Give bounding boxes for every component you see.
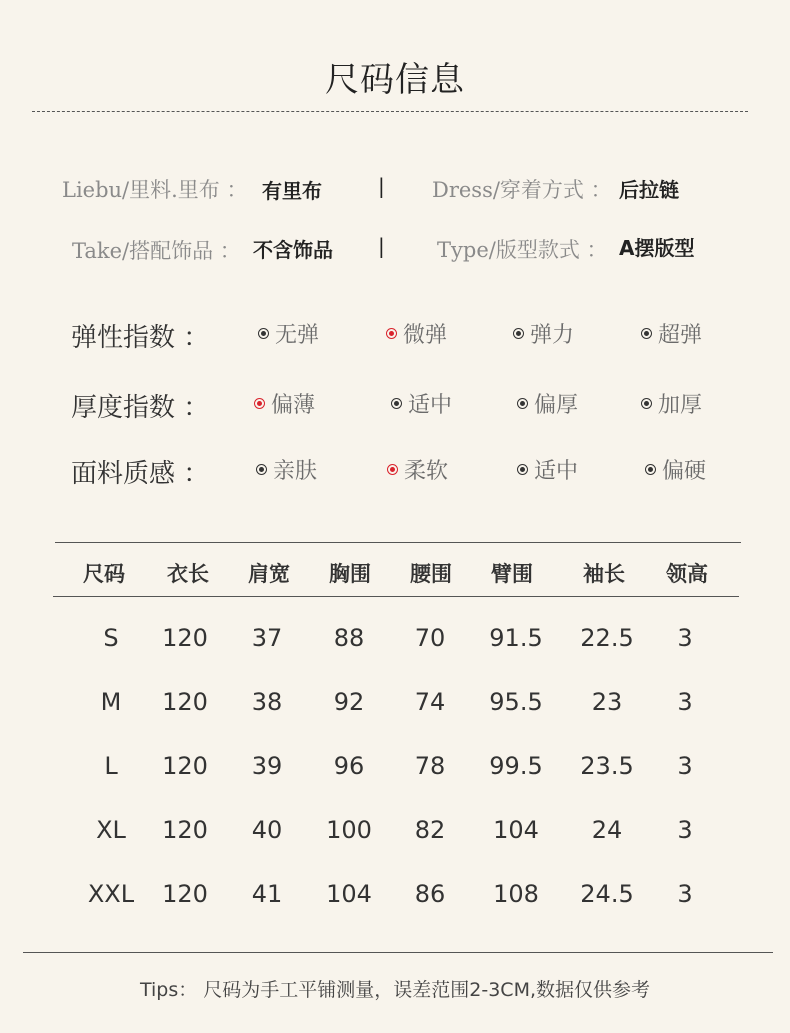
table-cell: 91.5 — [489, 624, 543, 652]
size-cell: XL — [96, 816, 126, 844]
thickness-label: 厚度指数 ： — [71, 393, 210, 423]
texture-option[interactable] — [645, 454, 706, 485]
column-header: 尺码 — [83, 561, 125, 586]
radio-icon — [256, 464, 267, 475]
size-cell: L — [104, 752, 118, 780]
table-cell: 95.5 — [489, 688, 543, 716]
table-cell: 104 — [326, 880, 372, 908]
info-separator: | — [378, 234, 385, 258]
table-row — [0, 688, 790, 720]
elasticity-option-label: 微弹 — [403, 323, 448, 348]
table-row — [0, 816, 790, 848]
column-header: 肩宽 — [248, 561, 290, 586]
thickness-option[interactable] — [517, 388, 578, 419]
tips-note: Tips： 尺码为手工平铺测量，误差范围2-3CM,数据仅供参考 — [139, 979, 651, 1001]
elasticity-label: 弹性指数 ： — [71, 323, 210, 353]
texture-option[interactable] — [517, 454, 578, 485]
table-cell: 37 — [251, 624, 283, 652]
table-cell: 82 — [414, 816, 446, 844]
table-top-rule — [55, 542, 741, 543]
type-value: A摆版型 — [619, 236, 695, 260]
take-value: 不含饰品 — [253, 238, 333, 262]
dress-value: 后拉链 — [619, 178, 679, 202]
radio-selected-icon — [254, 398, 265, 409]
thickness-options — [0, 388, 790, 422]
table-cell: 86 — [414, 880, 446, 908]
radio-icon — [258, 328, 269, 339]
dashed-divider — [32, 111, 748, 112]
table-cell: 108 — [493, 880, 539, 908]
table-cell: 24.5 — [580, 880, 634, 908]
table-cell: 38 — [251, 688, 283, 716]
table-row — [0, 752, 790, 784]
table-cell: 24 — [591, 816, 623, 844]
column-header: 袖长 — [583, 561, 625, 586]
elasticity-option[interactable] — [258, 318, 319, 349]
table-cell: 3 — [677, 688, 693, 716]
dress-label: Dress/穿着方式 ： — [432, 178, 612, 202]
size-cell: XXL — [87, 880, 135, 908]
table-body — [0, 600, 790, 930]
elasticity-options — [0, 318, 790, 352]
table-cell: 3 — [677, 624, 693, 652]
radio-icon — [517, 464, 528, 475]
thickness-option-label: 加厚 — [658, 393, 703, 418]
table-header — [0, 558, 790, 592]
thickness-option[interactable] — [391, 388, 452, 419]
table-cell: 3 — [677, 752, 693, 780]
liebu-label: Liebu/里料.里布 ： — [62, 178, 248, 202]
radio-icon — [645, 464, 656, 475]
table-cell: 74 — [414, 688, 446, 716]
table-cell: 120 — [162, 880, 208, 908]
radio-icon — [517, 398, 528, 409]
radio-icon — [641, 328, 652, 339]
texture-option-label: 偏硬 — [662, 459, 707, 484]
elasticity-option-label: 无弹 — [275, 323, 320, 348]
table-cell: 70 — [414, 624, 446, 652]
radio-selected-icon — [386, 328, 397, 339]
elasticity-option[interactable] — [513, 318, 574, 349]
texture-option-label: 亲肤 — [273, 459, 318, 484]
thickness-option[interactable] — [641, 388, 702, 419]
table-cell: 22.5 — [580, 624, 634, 652]
footer-rule — [23, 952, 773, 953]
table-cell: 40 — [251, 816, 283, 844]
column-header: 胸围 — [329, 561, 371, 586]
take-label: Take/搭配饰品 ： — [72, 239, 241, 263]
table-header-rule — [53, 596, 739, 597]
table-cell: 88 — [333, 624, 365, 652]
size-cell: S — [103, 624, 119, 652]
column-header: 腰围 — [410, 561, 452, 586]
table-cell: 99.5 — [489, 752, 543, 780]
table-cell: 23.5 — [580, 752, 634, 780]
table-cell: 120 — [162, 752, 208, 780]
texture-options — [0, 454, 790, 488]
thickness-option-label: 偏薄 — [271, 393, 316, 418]
table-cell: 120 — [162, 688, 208, 716]
column-header: 臂围 — [491, 561, 533, 586]
thickness-option-label: 适中 — [408, 393, 453, 418]
texture-label: 面料质感 ： — [71, 459, 210, 489]
radio-selected-icon — [387, 464, 398, 475]
table-cell: 39 — [251, 752, 283, 780]
table-cell: 100 — [326, 816, 372, 844]
page-title: 尺码信息 — [325, 60, 465, 100]
table-cell: 41 — [251, 880, 283, 908]
column-header: 衣长 — [167, 561, 209, 586]
texture-option-label: 适中 — [534, 459, 579, 484]
table-cell: 3 — [677, 880, 693, 908]
table-cell: 120 — [162, 816, 208, 844]
elasticity-option-label: 弹力 — [530, 323, 575, 348]
radio-icon — [513, 328, 524, 339]
elasticity-option-label: 超弹 — [658, 323, 703, 348]
table-cell: 23 — [591, 688, 623, 716]
texture-option-label: 柔软 — [404, 459, 449, 484]
liebu-value: 有里布 — [262, 179, 322, 203]
table-cell: 120 — [162, 624, 208, 652]
radio-icon — [641, 398, 652, 409]
elasticity-option[interactable] — [386, 318, 447, 349]
size-cell: M — [100, 688, 122, 716]
thickness-option[interactable] — [254, 388, 315, 419]
table-row — [0, 880, 790, 912]
type-label: Type/版型款式 ： — [437, 238, 608, 262]
radio-icon — [391, 398, 402, 409]
thickness-option-label: 偏厚 — [534, 393, 579, 418]
elasticity-option[interactable] — [641, 318, 702, 349]
table-cell: 92 — [333, 688, 365, 716]
table-cell: 96 — [333, 752, 365, 780]
column-header: 领高 — [666, 561, 708, 586]
texture-option[interactable] — [387, 454, 448, 485]
table-cell: 3 — [677, 816, 693, 844]
table-cell: 78 — [414, 752, 446, 780]
texture-option[interactable] — [256, 454, 317, 485]
table-cell: 104 — [493, 816, 539, 844]
info-separator: | — [378, 174, 385, 198]
table-row — [0, 624, 790, 656]
